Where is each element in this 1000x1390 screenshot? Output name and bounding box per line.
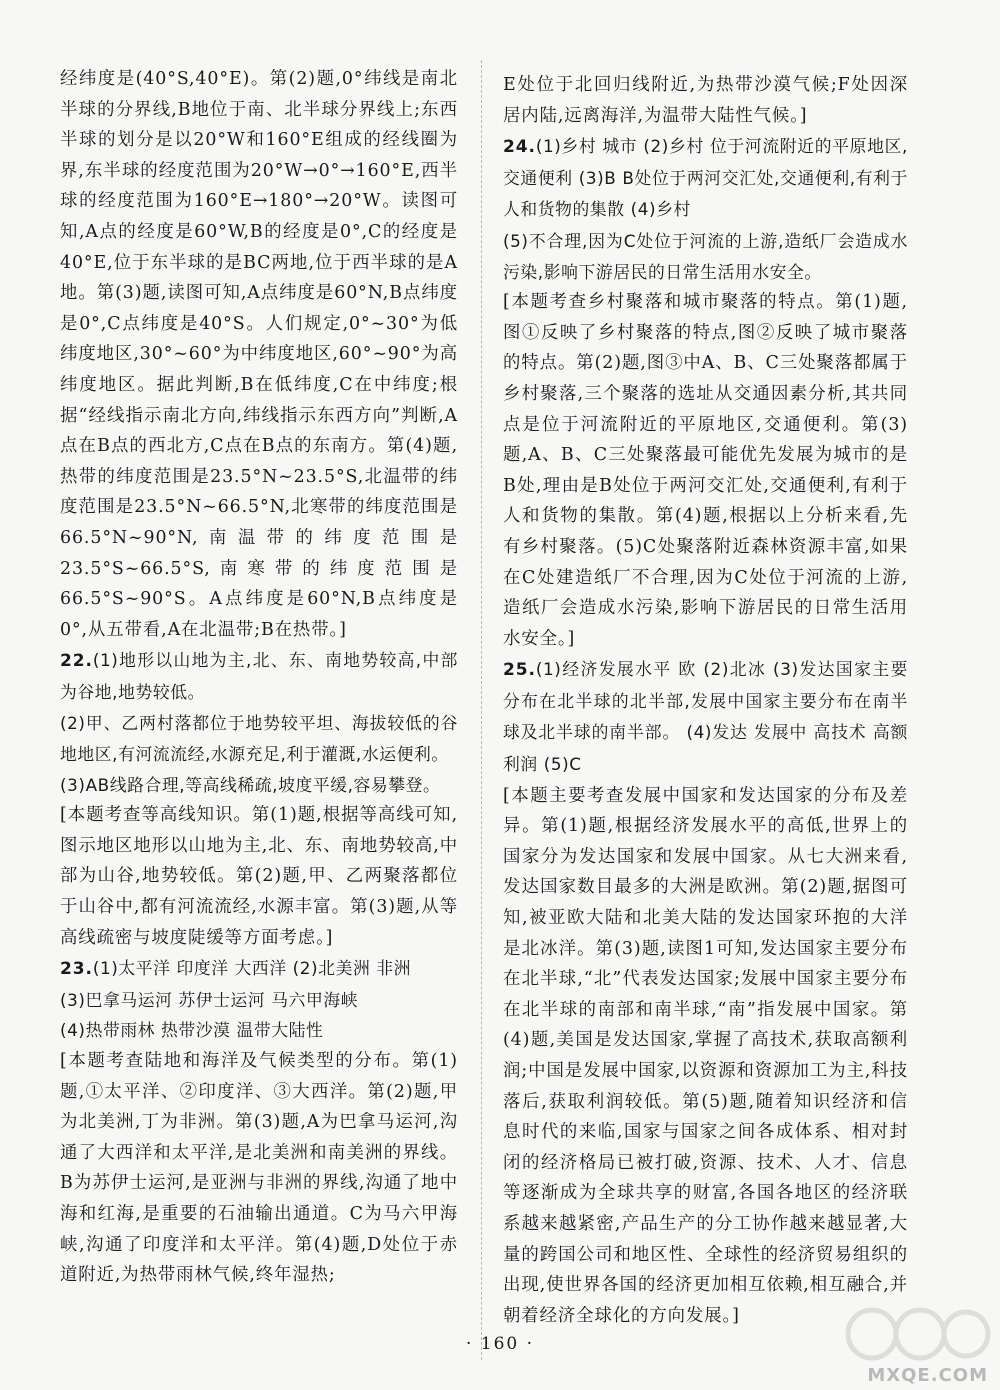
answer-part: (1)地形以山地为主,北、东、南地势较高,中部为谷地,地势较低。 xyxy=(60,650,458,702)
answer-part: (3)巴拿马运河 苏伊士运河 马六甲海峡 xyxy=(60,989,359,1010)
explanation: [本题考查等高线知识。第(1)题,根据等高线可知,图示地区地形以山地为主,北、东、南地势较高,中部为山谷,地势较低。第(2)题,甲、乙两聚落都位于山谷中,都有河流流经,水源丰富。第(3)题,从等高线疏密与坡度陡缓等方面考虑。] xyxy=(60,805,458,948)
explanation: [本题考查乡村聚落和城市聚落的特点。第(1)题,图①反映了乡村聚落的特点,图②反映了城市聚落的特点。第(2)题,图③中A、B、C三处聚落都属于乡村聚落,三个聚落的选址从交通因素分析,其共同点是位于河流附近的平原地区,交通便利。第(3)题,A、B、C三处聚落最可能优先发展为城市的是B处,理由是B处位于两河交汇处,交通便利,有利于人和货物的集散。第(4)题,根据以上分析来看,先有乡村聚落。(5)C处聚落附近森林资源丰富,如果在C处建造纸厂不合理,因为C处位于河流的上游,造纸厂会造成水污染,影响下游居民的日常生活用水安全。] xyxy=(503,292,908,649)
question-number: 25. xyxy=(503,660,536,681)
column-divider xyxy=(481,60,482,1360)
question-23 xyxy=(60,953,458,985)
answer-part: (1)经济发展水平 欧 (2)北冰 (3)发达国家主要分布在北半球的北半部,发展中国家主要分布在南半球及北半球的南半部。 (4)发达 发展中 高技术 高额利润 (5)C xyxy=(503,659,908,775)
answer-part: (1)太平洋 印度洋 大西洋 (2)北美洲 非洲 xyxy=(92,958,412,979)
answer-part: (4)热带雨林 热带沙漠 温带大陆性 xyxy=(60,1020,324,1041)
left-column xyxy=(60,64,458,1291)
question-24 xyxy=(503,131,908,226)
answer-part: (2)甲、乙两村落都位于地势较平坦、海拔较低的谷地地区,有河流流经,水源充足,利于灌溉,水运便利。 xyxy=(60,713,458,765)
question-number: 22. xyxy=(60,651,93,672)
page-number: · 160 · xyxy=(465,1334,535,1354)
right-column xyxy=(503,70,908,1331)
question-number: 24. xyxy=(503,137,536,158)
explanation: [本题考查陆地和海洋及气候类型的分布。第(1)题,①太平洋、②印度洋、③大西洋。第(2)题,甲为北美洲,丁为非洲。第(3)题,A为巴拿马运河,沟通了大西洋和太平洋,是北美洲和南美洲的界线。B为苏伊士运河,是亚洲与非洲的界线,沟通了地中海和红海,是重要的石油输出通道。C为马六甲海峡,沟通了印度洋和太平洋。第(4)题,D处位于赤道附近,为热带雨林气候,终年湿热; xyxy=(60,1051,458,1286)
question-25 xyxy=(503,654,908,780)
q21-explanation-continued: 经纬度是(40°S,40°E)。第(2)题,0°纬线是南北半球的分界线,B地位于南、北半球分界线上;东西半球的划分是以20°W和160°E组成的经线圈为界,东半球的经度范围为20°W→0°→160°E,西半球的经度范围为160°E→180°→20°W。读图可知,A点的经度是60°W,B的经度是0°,C的经度是40°E,位于东半球的是BC两地,位于西半球的是A地。第(3)题,读图可知,A点纬度是60°N,B点纬度是0°,C点纬度是40°S。人们规定,0°~30°为低纬度地区,30°~60°为中纬度地区,60°~90°为高纬度地区。据此判断,B在低纬度,C在中纬度;根据“经线指示南北方向,纬线指示东西方向”判断,A点在B点的西北方,C点在B点的东南方。第(4)题,热带的纬度范围是23.5°N~23.5°S,北温带的纬度范围是23.5°N~66.5°N,北寒带的纬度范围是66.5°N~90°N,南温带的纬度范围是23.5°S~66.5°S,南寒带的纬度范围是66.5°S~90°S。A点纬度是60°N,B点纬度是0°,从五带看,A在北温带;B在热带。] xyxy=(60,69,458,640)
answer-part: (1)乡村 城市 (2)乡村 位于河流附近的平原地区,交通便利 (3)B B处位于两河交汇处,交通便利,有利于人和货物的集散 (4)乡村 xyxy=(503,136,908,220)
explanation: [本题主要考查发展中国家和发达国家的分布及差异。第(1)题,根据经济发展水平的高低,世界上的国家分为发达国家和发展中国家。从七大洲来看,发达国家数目最多的大洲是欧洲。第(2)题,据图可知,被亚欧大陆和北美大陆的发达国家环抱的大洋是北冰洋。第(3)题,读图1可知,发达国家主要分布在北半球,“北”代表发达国家;发展中国家主要分布在北半球的南部和南半球,“南”指发展中国家。第(4)题,美国是发达国家,掌握了高技术,获取高额利润;中国是发展中国家,以资源和资源加工为主,科技落后,获取利润较低。第(5)题,随着知识经济和信息时代的来临,国家与国家之间各成体系、相对封闭的经济格局已被打破,资源、技术、人才、信息等逐渐成为全球共享的财富,各国各地区的经济联系越来越紧密,产品生产的分工协作越来越显著,大量的跨国公司和地区性、全球性的经济贸易组织的出现,使世界各国的经济更加相互依赖,相互融合,并朝着经济全球化的方向发展。] xyxy=(503,785,908,1326)
answer-part: (3)AB线路合理,等高线稀疏,坡度平缓,容易攀登。 xyxy=(60,774,441,795)
question-number: 23. xyxy=(60,959,93,980)
question-22 xyxy=(60,645,458,708)
answer-part: (5)不合理,因为C处位于河流的上游,造纸厂会造成水污染,影响下游居民的日常生活用水安全。 xyxy=(503,230,908,282)
q23-explanation-continued: E处位于北回归线附近,为热带沙漠气候;F处因深居内陆,远离海洋,为温带大陆性气候。] xyxy=(503,75,908,126)
watermark-text: MXQE.COM xyxy=(867,1365,988,1386)
